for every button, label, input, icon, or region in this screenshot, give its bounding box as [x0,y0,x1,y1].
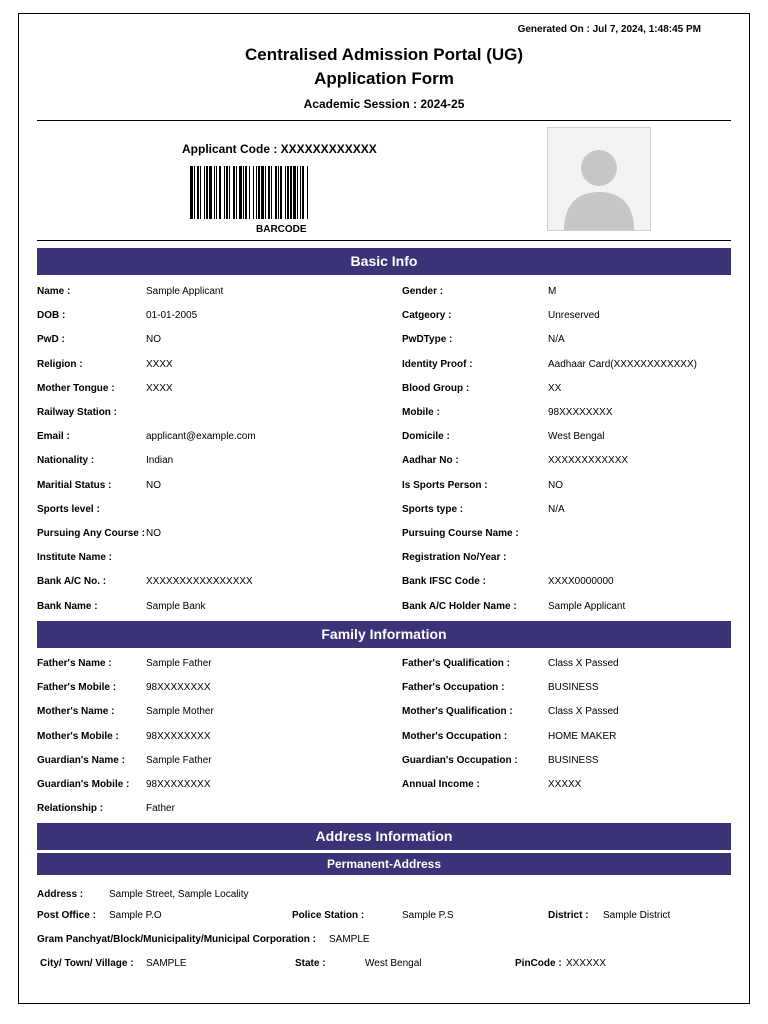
barcode-bar [245,166,247,219]
pincode-value: XXXXXX [566,958,607,969]
basic-info-right-value: Unreserved [548,310,600,322]
barcode-bar [300,166,301,219]
family-info-left-value: 98XXXXXXXX [146,682,211,694]
post-office-value: Sample P.O [109,910,162,921]
barcode-bar [290,166,292,219]
basic-info-right-label: Domicile : [402,431,450,443]
basic-info-right-value: XXXXXXXXXXXX [548,455,629,467]
barcode-bar [219,166,221,219]
basic-info-right-label: PwDType : [402,334,453,346]
barcode-bar [229,166,230,219]
family-info-left-label: Father's Name : [37,658,112,669]
barcode-bar [206,166,208,219]
basic-info-left-label: PwD : [37,334,65,346]
basic-info-left-label: Sports level : [37,503,100,515]
applicant-photo [547,127,651,231]
city-value: SAMPLE [146,958,187,969]
basic-info-right-label: Registration No/Year : [402,552,507,564]
basic-info-right-label: Blood Group : [402,382,470,394]
barcode-bar [271,166,272,219]
family-info-left-value: Sample Mother [146,706,214,718]
basic-info-right-label: Bank A/C Holder Name : [402,600,517,612]
basic-info-left-label: Bank A/C No. : [37,576,107,588]
barcode-bar [302,166,304,219]
barcode-bar [293,166,296,219]
family-info-right-value: Class X Passed [548,658,619,669]
basic-info-right-value: 98XXXXXXXX [548,407,613,418]
basic-info-left-label: Mother Tongue : [37,382,115,394]
barcode-bar [265,166,266,219]
family-info-right-value: XXXXX [548,779,582,790]
basic-info-left-label: Maritial Status : [37,479,112,491]
basic-info-right-label: Sports type : [402,503,464,515]
basic-info-left-label: Email : [37,431,70,443]
police-station-value: Sample P.S [402,910,454,921]
family-info-right-value: HOME MAKER [548,730,617,742]
barcode-bar [226,166,228,219]
basic-info-right-value: XXXX0000000 [548,576,614,588]
section-family-info: Family Information [37,621,731,648]
family-info-right-label: Guardian's Occupation : [402,754,518,766]
barcode-bar [233,166,235,219]
barcode-bar [239,166,242,219]
barcode-bar [204,166,205,219]
barcode-bar [214,166,215,219]
basic-info-left-value: XXXX [146,358,173,370]
barcode-bar [249,166,250,219]
barcode-bar [278,166,279,219]
basic-info-right-value: NO [548,479,563,491]
family-info-right-value: BUSINESS [548,754,599,766]
barcode-bar [261,166,264,219]
barcode-image [190,166,398,219]
basic-info-right-label: Bank IFSC Code : [402,576,486,588]
basic-info-left-value: Sample Applicant [146,286,224,297]
barcode-bar [197,166,199,219]
family-info-right-value: BUSINESS [548,682,599,694]
municipal-label: Gram Panchyat/Block/Municipality/Municipal Corporation : [37,934,316,945]
family-info-right-label: Mother's Occupation : [402,730,508,742]
generated-timestamp: Generated On : Jul 7, 2024, 1:48:45 PM [517,24,701,35]
family-info-left-label: Mother's Name : [37,706,115,718]
post-office-label: Post Office : [37,910,96,921]
family-info-left-label: Guardian's Name : [37,754,125,766]
barcode-bar [243,166,244,219]
header-divider [37,120,731,121]
barcode-divider [37,240,731,241]
basic-info-right-label: Mobile : [402,407,440,418]
basic-info-left-value: Indian [146,455,174,467]
barcode-bar [253,166,254,219]
academic-session: Academic Session : 2024-25 [303,97,465,111]
basic-info-right-value: Sample Applicant [548,600,626,612]
barcode-bar [256,166,257,219]
barcode-bar [275,166,277,219]
family-info-left-value: Sample Father [146,658,212,669]
basic-info-right-value: M [548,286,557,297]
barcode-bar [200,166,201,219]
address-value: Sample Street, Sample Locality [109,889,249,900]
barcode-bar [268,166,270,219]
family-info-left-label: Relationship : [37,803,104,815]
barcode-bar [194,166,195,219]
section-permanent-address: Permanent-Address [37,853,731,875]
basic-info-left-label: Pursuing Any Course : [37,528,145,539]
basic-info-right-value: XX [548,382,562,394]
family-info-left-value: Father [146,803,175,815]
section-basic-info: Basic Info [37,248,731,275]
family-info-left-label: Mother's Mobile : [37,730,119,742]
basic-info-left-label: DOB : [37,310,66,322]
basic-info-left-value: applicant@example.com [146,431,256,443]
address-label: Address : [37,889,84,900]
municipal-value: SAMPLE [329,934,370,945]
barcode-bar [216,166,217,219]
portal-title: Centralised Admission Portal (UG) [244,45,524,64]
family-info-right-label: Annual Income : [402,779,480,790]
basic-info-left-value: NO [146,528,161,539]
basic-info-right-label: Gender : [402,286,444,297]
basic-info-left-value: NO [146,334,161,346]
family-info-right-label: Mother's Qualification : [402,706,513,718]
state-value: West Bengal [365,958,422,969]
family-info-right-label: Father's Qualification : [402,658,510,669]
basic-info-right-label: Aadhar No : [402,455,459,467]
basic-info-right-value: West Bengal [548,431,605,443]
family-info-left-label: Father's Mobile : [37,682,117,694]
basic-info-right-value: N/A [548,503,565,515]
basic-info-left-value: XXXX [146,382,173,394]
basic-info-right-value: N/A [548,334,565,346]
basic-info-right-label: Catgeory : [402,310,452,322]
form-title: Application Form [314,69,454,88]
basic-info-right-value: Aadhaar Card(XXXXXXXXXXXX) [548,358,697,370]
state-label: State : [295,958,326,969]
section-address-info: Address Information [37,823,731,850]
barcode-label: BARCODE [256,224,307,235]
basic-info-left-value: Sample Bank [146,600,206,612]
basic-info-left-value: XXXXXXXXXXXXXXXX [146,576,253,588]
barcode-bar [236,166,237,219]
basic-info-left-label: Nationality : [37,455,95,467]
family-info-right-label: Father's Occupation : [402,682,505,694]
barcode-bar [280,166,282,219]
basic-info-right-label: Identity Proof : [402,358,473,370]
barcode-bar [297,166,298,219]
barcode-bar [258,166,260,219]
basic-info-left-label: Name : [37,286,71,297]
basic-info-left-label: Religion : [37,358,83,370]
basic-info-left-label: Railway Station : [37,407,118,418]
police-station-label: Police Station : [292,910,365,921]
barcode-bar [287,166,289,219]
person-icon [548,128,650,230]
basic-info-left-value: 01-01-2005 [146,310,198,322]
family-info-left-value: 98XXXXXXXX [146,779,211,790]
barcode-bar [307,166,308,219]
barcode-bar [285,166,286,219]
basic-info-left-label: Bank Name : [37,600,98,612]
family-info-right-value: Class X Passed [548,706,619,718]
barcode-bar [190,166,193,219]
city-label: City/ Town/ Village : [40,958,134,969]
barcode-bar [209,166,212,219]
pincode-label: PinCode : [515,958,562,969]
barcode-bar [224,166,225,219]
basic-info-left-value: NO [146,479,161,491]
basic-info-right-label: Pursuing Course Name : [402,528,519,539]
applicant-code: Applicant Code : XXXXXXXXXXXX [182,142,377,156]
family-info-left-value: 98XXXXXXXX [146,730,211,742]
basic-info-left-label: Institute Name : [37,552,113,564]
district-value: Sample District [603,910,671,921]
family-info-left-value: Sample Father [146,754,212,766]
basic-info-right-label: Is Sports Person : [402,479,488,491]
family-info-left-label: Guardian's Mobile : [37,779,130,790]
district-label: District : [548,910,589,921]
